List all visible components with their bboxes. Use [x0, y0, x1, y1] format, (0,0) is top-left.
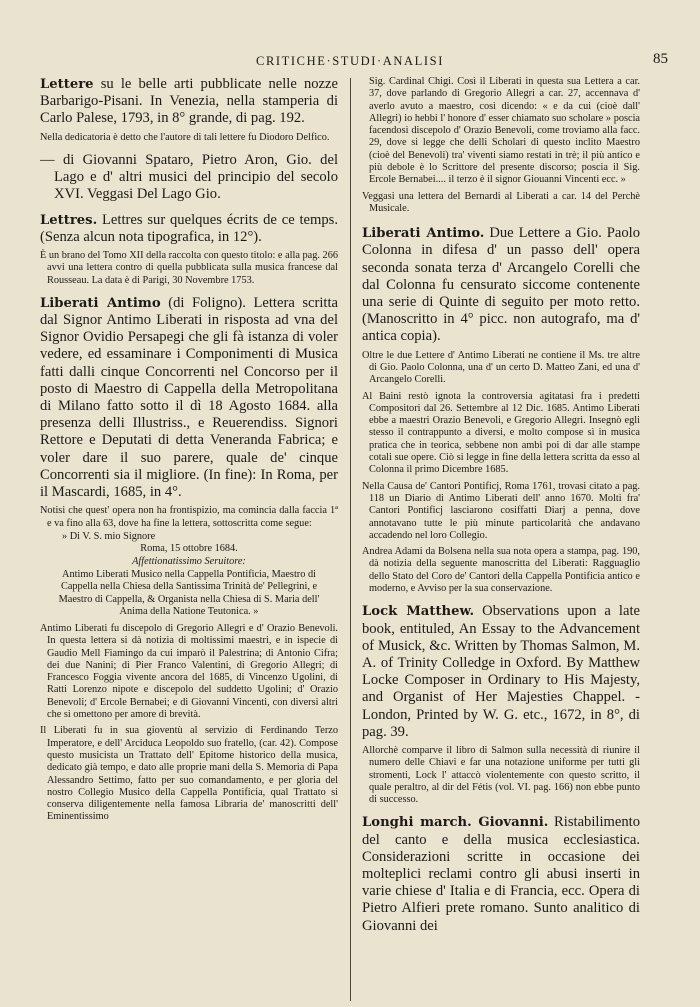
entry-note: Nella dedicatoria è detto che l'autore di tali lettere fu Diodoro Delfico.: [40, 131, 330, 143]
entry-heading: Longhi march. Giovanni.: [362, 815, 549, 831]
column-divider: [350, 78, 351, 1001]
entry-heading: Liberati Antimo: [40, 295, 161, 311]
letter-salutation: » Di V. S. mio Signore: [62, 530, 156, 542]
right-column: [362, 76, 640, 1001]
entry-text: (di Foligno). Lettera scritta dal Signor Antimo Liberati in risposta ad vna del Signor Ovidio Persapegi che gli fà istanza di voler vedere, ed essaminare i Componimenti di Musica fatti dalli cinque Concorrenti nel Concorso per il posto di Maestro di Cappella della Metropolitana di Milano fatto sotto il dì 18 Agosto 1684. alla presenza delli Illustriss., e Reuerendiss. Signori Rettore e Deputati di detta Veneranda Fabrica; e voler dare il suo parere, quale de' cinque Concorrenti sia il migliore. (In fine): In Roma, per il Mascardi, 1685, in 4°.: [40, 294, 338, 501]
entry-lock-matthew: [362, 603, 640, 806]
entry-text: Observations upon a late book, entituled, An Essay to the Advancement of Musick, &c. Written by Thomas Salmon, M. A. of Trinity Colledge in Oxford. By Matthew Locke Composer in Ordinary to His Majesty, and Organist of Her Majesties Chappel. - London, Printed by W. G. etc., 1672, in 8°, di pag. 39.: [362, 603, 640, 740]
note-continuation: Sig. Cardinal Chigi. Così il Liberati in questa sua Lettera a car. 37, dove parlando di Gregorio Allegri a car. 27, accennava d' averlo avuto a maestro, così dicendo: « e da cui (cioè dall' Allegri) io hebbi l' honore d' esser chiamato suo scholare » poscia facendosi discepolo d' Orazio Benevoli, come troviamo alla facc. 29, dove si legge che delli Scholari di questo inclito Maestro (cioè del Benevoli) tra' viventi siamo restati in trè; il più antico e più debole è lo Scrittore del presente discorso; poscia il Sig. Ercole Bernabei.... il terzo è il signor Giouanni Vincenti ecc. »: [369, 76, 640, 186]
entry-body: [362, 225, 640, 345]
entry-note: Nella Causa de' Cantori Pontificj, Roma 1761, trovasi citato a pag. 118 un Diario di Antimo Liberati dell' anno 1670. Molti fra' Cantori Pontificj lasciarono cosiffatti Diarj a penna, dove annotavano tutte le più minute particolarità che andavano accadendo nel loro Collegio.: [362, 480, 640, 541]
entry-heading: Lettres.: [40, 212, 98, 228]
entry-body: [40, 295, 338, 501]
entry-body: [40, 76, 338, 128]
entry-lettere: [40, 76, 338, 144]
letter-closing: Affettionatissimo Seruitore:: [132, 556, 246, 568]
entry-lettres: [40, 212, 338, 287]
entry-body: [362, 814, 640, 934]
entry-heading: Lettere: [40, 77, 94, 92]
entry-text: Due Lettere a Gio. Paolo Colonna in difesa d' un passo dell' opera seconda sonata terza d' Arcangelo Corelli che dal Colonna fu censurato siccome contenente una serie di Quinte di seguito per moto retto. (Manoscritto in 4° picc. non autografo, ma d' antica copia).: [362, 225, 640, 345]
quoted-letter: [40, 531, 338, 619]
entry-note: Oltre le due Lettere d' Antimo Liberati ne contiene il Ms. tre altre di Gio. Paolo Colonna, una d' un certo D. Matteo Zani, ed una d' Arcangelo Corelli.: [362, 349, 640, 386]
page-header: [30, 51, 670, 74]
entry-note: Al Baini restò ignota la controversia agitatasi fra i predetti Compositori dal 26. Settembre al 12 Dic. 1685. Antimo Liberati ebbe a maestri Orazio Benevoli, e Gregorio Allegri. Insegnò egli stesso il contrappunto a diversi, e molto compose sì in musica pratica che in teorica, sebbene non ambì poi di dar alle stampe cotali sue opere. Ciò si legge in fine della lettera scritta da esso al Colonna il primo Dicembre 1685.: [362, 390, 640, 476]
page-number: 85: [653, 51, 668, 67]
entry-note: Notisi che quest' opera non ha frontispizio, ma comincia dalla faccia 1ª e va fino alla 63, dove ha fine la lettera, sottoscritta come segue:: [40, 505, 338, 529]
entry-body: [362, 603, 640, 741]
entry-text: Ristabilimento del canto e della musica ecclesiastica. Considerazioni scritte in occasione dei molteplici reclami contro gli abusi inserti in varie chiese d' Italia e di Francia, ecc. Opera di Pietro Alfieri prete romano. Sunto analitico di Giovanni dei: [362, 814, 640, 934]
entry-text: — di Giovanni Spataro, Pietro Aron, Gio. del Lago e d' altri musici del principio del secolo XVI. Veggasi Del Lago Gio.: [40, 151, 338, 203]
entry-note: Andrea Adami da Bolsena nella sua nota opera a stampa, pag. 190, dà notizia della seguente manoscritta del Liberati: Ragguaglio dello Stato del Coro de' Cantori della Cappella Pontificia antico e moderno, e Avviso per la sua conservazione.: [362, 546, 640, 595]
entry-note: Allorchè comparve il libro di Salmon sulla necessità di riunire il numero delle Chiavi e far una notazione uniforme per tutti gli stromenti, Lock l' attaccò violentemente con questo scritto, il quale peraltro, al dir del Fétis (vol. VI. pag. 166) non ebbe punto di successo.: [362, 744, 640, 806]
running-head: CRITICHE·STUDI·ANALISI: [256, 54, 444, 68]
left-column: [40, 76, 338, 1001]
entry-note: Il Liberati fu in sua gioventù al servizio di Ferdinando Terzo Imperatore, e dell' Arciduca Leopoldo suo fratello, (car. 42). Compose questo musicista un Trattato dell' Epitome historico della musica, dedicato già tempo, e dato alle proprie mani della S. Memoria di Papa Alessandro Settimo, fatto per suo comandamento, e per gloria del nostro Collegio Musico della Cappella Pontificia, qual Trattato si conserva diligentemente nella famosa Libraria de' manoscritti dell' Eminentissimo: [40, 725, 338, 823]
entry-lettere-spataro: [40, 152, 338, 204]
entry-note: Antimo Liberati fu discepolo di Gregorio Allegri e d' Orazio Benevoli. In questa lettera si dà notizia di moltissimi maestri, e in ispecie di Gaudio Mell Fiamingo da cui imparò il Palestrina; di Antonio Cifra; dei due Nanini; di Pier Franco Valentini, di Gregorio Allegri; di Francesco Foggia vivente ancora del 1685, di Vincenzo Ugolini, di Ratti Lorenzo nipote e discepolo del suddetto Ugolini; d' Orazio Benevoli; d' Ercole Bernabei; e di Giovanni Vincenti, con diversi altri che si omettono per amore di brevità.: [40, 623, 338, 721]
entry-text: Lettres sur quelques écrits de ce temps. (Senza alcun nota tipografica, in 12°).: [40, 211, 338, 245]
entry-note: È un brano del Tomo XII della raccolta con questo titolo: e alla pag. 266 avvi una lettera contro di quella pubblicata sulla musica francese dal Rousseau. La data è di Parigi, 30 Novembre 1753.: [40, 249, 338, 286]
letter-signature: Antimo Liberati Musico nella Cappella Pontificia, Maestro di Cappella nella Chiesa della Santissima Trinità de' Pellegrini, e Maestro di Cappella, & Organista nella Chiesa di S. Maria dell' Anima della Natione Teutonica. »: [58, 568, 320, 618]
entry-note: Veggasi una lettera del Bernardi al Liberati a car. 14 del Perchè Musicale.: [362, 190, 640, 214]
entry-body: [40, 212, 338, 246]
entry-heading: Liberati Antimo.: [362, 226, 485, 242]
entry-longhi: [362, 814, 640, 934]
entry-text: su le belle arti pubblicate nelle nozze Barbarigo-Pisani. In Venezia, nella stamperia di Carlo Palese, 1793, in 8° grande, di pag. 192.: [40, 76, 338, 127]
entry-heading: Lock Matthew.: [362, 604, 475, 620]
entry-liberati-antimo-2: [362, 225, 640, 595]
letter-date: Roma, 15 ottobre 1684.: [140, 543, 238, 555]
entry-liberati-antimo-1: [40, 295, 338, 824]
